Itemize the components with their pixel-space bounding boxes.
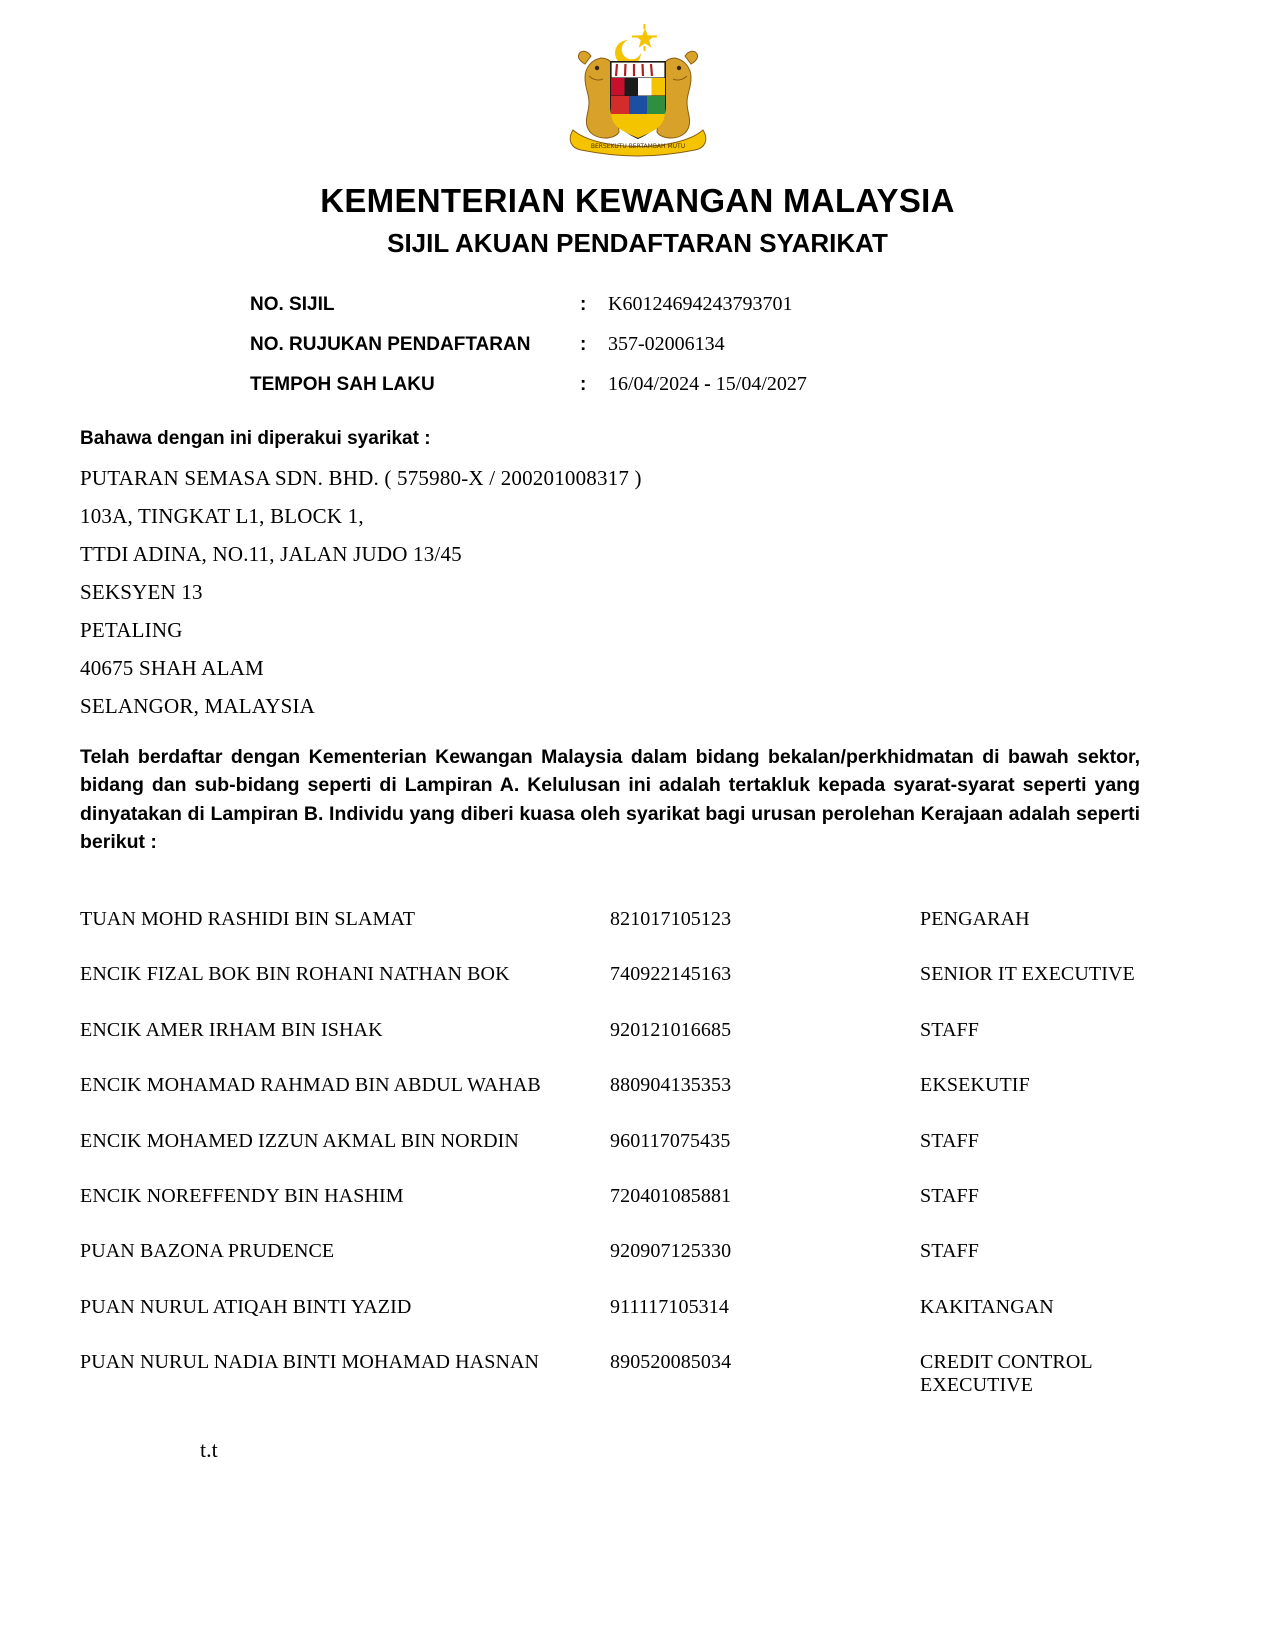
person-ic: 911117105314 [610,1295,729,1318]
meta-row-no-sijil [250,293,1195,316]
person-ic: 960117075435 [610,1129,731,1152]
page-subtitle: SIJIL AKUAN PENDAFTARAN SYARIKAT [387,228,888,258]
person-name: ENCIK AMER IRHAM BIN ISHAK [80,1018,383,1041]
malaysia-coat-of-arms-icon [533,18,743,168]
person-ic: 920121016685 [610,1018,732,1041]
signature-mark: t.t [200,1436,218,1462]
person-name: PUAN BAZONA PRUDENCE [80,1240,335,1263]
address-line-5: 40675 SHAH ALAM [80,656,264,680]
meta-row-tempoh-sah-laku [250,373,1195,396]
person-name: TUAN MOHD RASHIDI BIN SLAMAT [80,908,416,931]
crest-motto: BERSEKUTU BERTAMBAH MUTU [590,143,685,150]
person-role: PENGARAH [920,908,1030,931]
person-ic: 821017105123 [610,908,732,931]
company-name: PUTARAN SEMASA SDN. BHD. ( 575980-X / 200201008317 ) [80,466,642,490]
meta-label-tempoh-sah-laku: TEMPOH SAH LAKU [250,374,435,395]
person-role: KAKITANGAN [920,1295,1054,1318]
person-name: ENCIK FIZAL BOK BIN ROHANI NATHAN BOK [80,963,510,986]
person-ic: 880904135353 [610,1074,732,1097]
table-row [80,1240,1140,1295]
person-role: STAFF [920,1129,979,1152]
validity-dash: - [704,373,711,395]
table-row [80,1130,1140,1185]
validity-from: 16/04/2024 [608,373,700,395]
registration-paragraph: Telah berdaftar dengan Kementerian Kewangan Malaysia dalam bidang bekalan/perkhidmatan di bawah sektor, bidang dan sub-bidang seperti di Lampiran A. Kelulusan ini adalah tertakluk kepada syarat-syarat seperti yang dinyatakan di Lampiran B. Individu yang diberi kuasa oleh syarikat bagi urusan perolehan Kerajaan adalah seperti berikut : [80,746,1140,853]
meta-colon-tempoh-sah-laku: : [580,374,587,395]
validity-to: 15/04/2027 [715,373,807,395]
person-name: PUAN NURUL ATIQAH BINTI YAZID [80,1295,412,1318]
person-role: SENIOR IT EXECUTIVE [920,963,1135,986]
person-role: STAFF [920,1018,979,1041]
meta-colon-no-sijil: : [580,294,587,315]
table-row [80,1185,1140,1240]
intro-text: Bahawa dengan ini diperakui syarikat : [80,428,431,449]
person-name: ENCIK MOHAMED IZZUN AKMAL BIN NORDIN [80,1129,519,1152]
address-line-1: 103A, TINGKAT L1, BLOCK 1, [80,504,364,528]
meta-value-no-sijil: K60124694243793701 [608,293,793,315]
meta-colon-no-rujukan: : [580,334,587,355]
person-role: EKSEKUTIF [920,1074,1030,1097]
company-address-block [80,468,1195,717]
crest-container [80,0,1195,168]
person-role: CREDIT CONTROL EXECUTIVE [920,1351,1092,1396]
person-ic: 920907125330 [610,1240,732,1263]
meta-value-no-rujukan: 357-02006134 [608,333,725,355]
person-role: STAFF [920,1240,979,1263]
meta-value-tempoh-sah-laku [608,373,807,396]
address-line-6: SELANGOR, MALAYSIA [80,694,316,718]
person-name: ENCIK NOREFFENDY BIN HASHIM [80,1185,404,1208]
address-line-3: SEKSYEN 13 [80,580,203,604]
person-name: PUAN NURUL NADIA BINTI MOHAMAD HASNAN [80,1351,540,1374]
person-ic: 720401085881 [610,1185,732,1208]
meta-label-no-sijil: NO. SIJIL [250,294,335,315]
meta-label-no-rujukan: NO. RUJUKAN PENDAFTARAN [250,334,531,355]
table-row [80,1351,1140,1429]
address-line-4: PETALING [80,618,183,642]
address-line-2: TTDI ADINA, NO.11, JALAN JUDO 13/45 [80,542,462,566]
table-row [80,1296,1140,1351]
table-row [80,963,1140,1018]
table-row [80,1074,1140,1129]
table-row [80,908,1140,963]
authorized-persons-table [80,908,1140,1429]
page-title: KEMENTERIAN KEWANGAN MALAYSIA [320,182,955,219]
person-ic: 740922145163 [610,963,732,986]
person-role: STAFF [920,1185,979,1208]
person-name: ENCIK MOHAMAD RAHMAD BIN ABDUL WAHAB [80,1074,541,1097]
person-ic: 890520085034 [610,1351,732,1374]
meta-row-no-rujukan [250,333,1195,356]
table-row [80,1019,1140,1074]
certificate-meta [250,293,1195,396]
